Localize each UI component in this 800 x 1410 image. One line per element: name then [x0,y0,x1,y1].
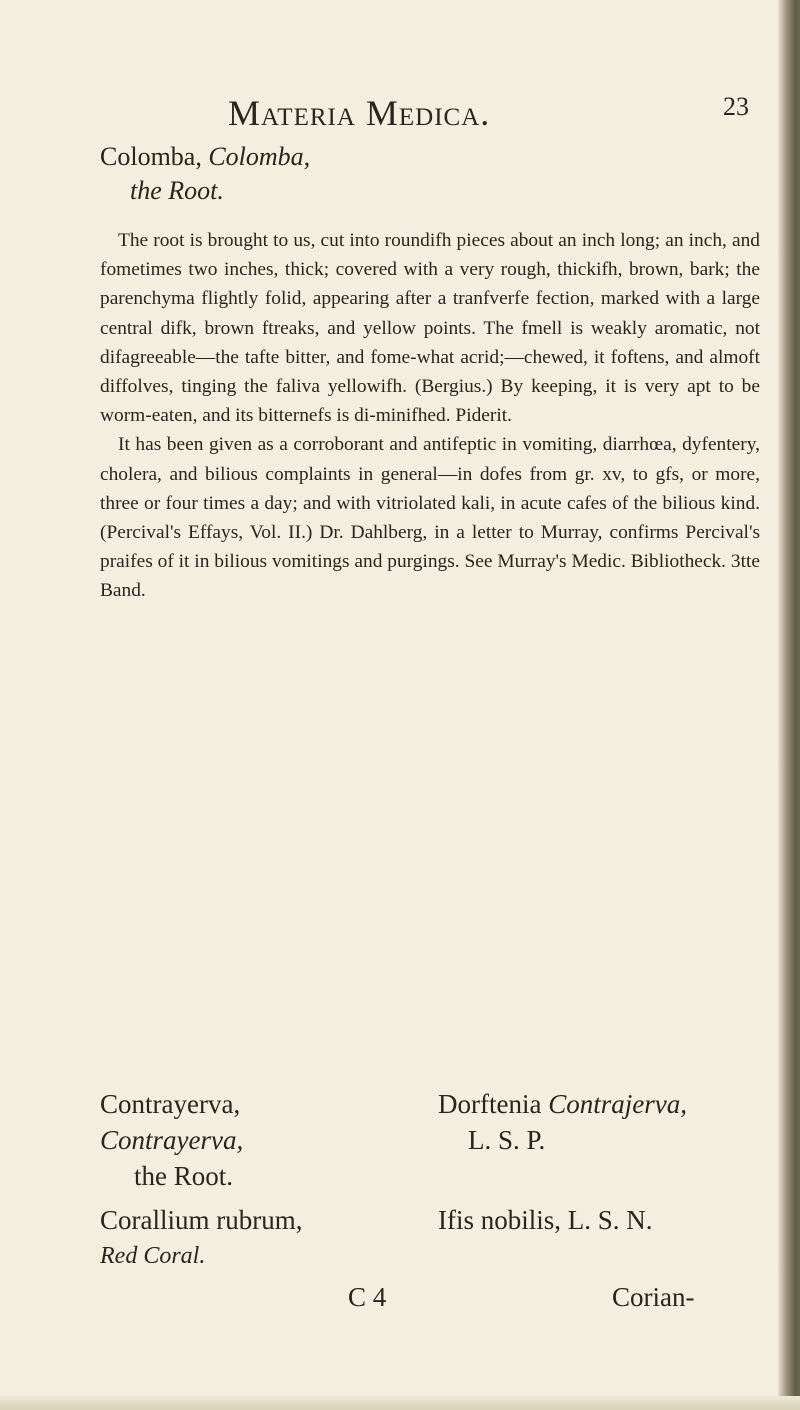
entry-contrayerva-part: the Root. [134,1161,233,1191]
entry-contrayerva-latin: Contrayerva, [100,1125,244,1155]
entry-dorstenia [438,1086,687,1122]
page-bottom-edge [0,1396,800,1410]
entry-contrayerva-name: Contrayerva, [100,1089,241,1119]
colomba-description [100,226,760,606]
page-edge-shadow [778,0,800,1410]
page-number: 23 [723,92,749,121]
entry-corallium-name: Corallium rubrum, [100,1205,303,1235]
paragraph-uses: It has been given as a corroborant and antifeptic in vomiting, diarrhœa, dyfentery, cholera, and bilious complaints in general—in dofes from gr. xv, to gfs, or more, three or four times a day; and with vitriolated kali, in acute cafes of the bilious kind. (Percival's Effays, Vol. II.) Dr. Dahlberg, in a letter to Murray, confirms Percival's praifes of it in bilious vomitings and purgings. See Murray's Medic. Bibliotheck. 3tte Band. [100,434,760,602]
entry-isis: Ifis nobilis, L. S. N. [438,1205,653,1235]
catchword: Corian- [612,1282,695,1312]
entry-corallium-part: Red Coral. [100,1243,206,1269]
entry-colomba-part: the Root. [130,176,224,205]
signature-mark: C 4 [348,1282,387,1312]
paragraph-description: The root is brought to us, cut into roundifh pieces about an inch long; an inch, and fometimes two inches, thick; covered with a very rough, thickifh, brown, bark; the parenchyma flightly folid, appearing after a tranfverfe fection, marked with a large central difk, brown ftreaks, and yellow points. The fmell is weakly aromatic, not difagreeable—the tafte bitter, and fome-what acrid;—chewed, it foftens, and almoft diffolves, tinging the faliva yellowifh. (Bergius.) By keeping, it is very apt to be worm-eaten, and its bitternefs is di-minifhed. Piderit. [100,230,760,427]
entry-colomba-title [100,140,310,174]
entry-dorstenia-ref: L. S. P. [468,1125,546,1155]
running-head: Materia Medica. [228,93,491,133]
entry-dorstenia-latin: Contrajerva, [548,1089,687,1119]
entry-dorstenia-name: Dorftenia [438,1089,542,1119]
entry-colomba-latin: Colomba, [208,142,311,171]
entry-colomba-name: Colomba, [100,142,202,171]
